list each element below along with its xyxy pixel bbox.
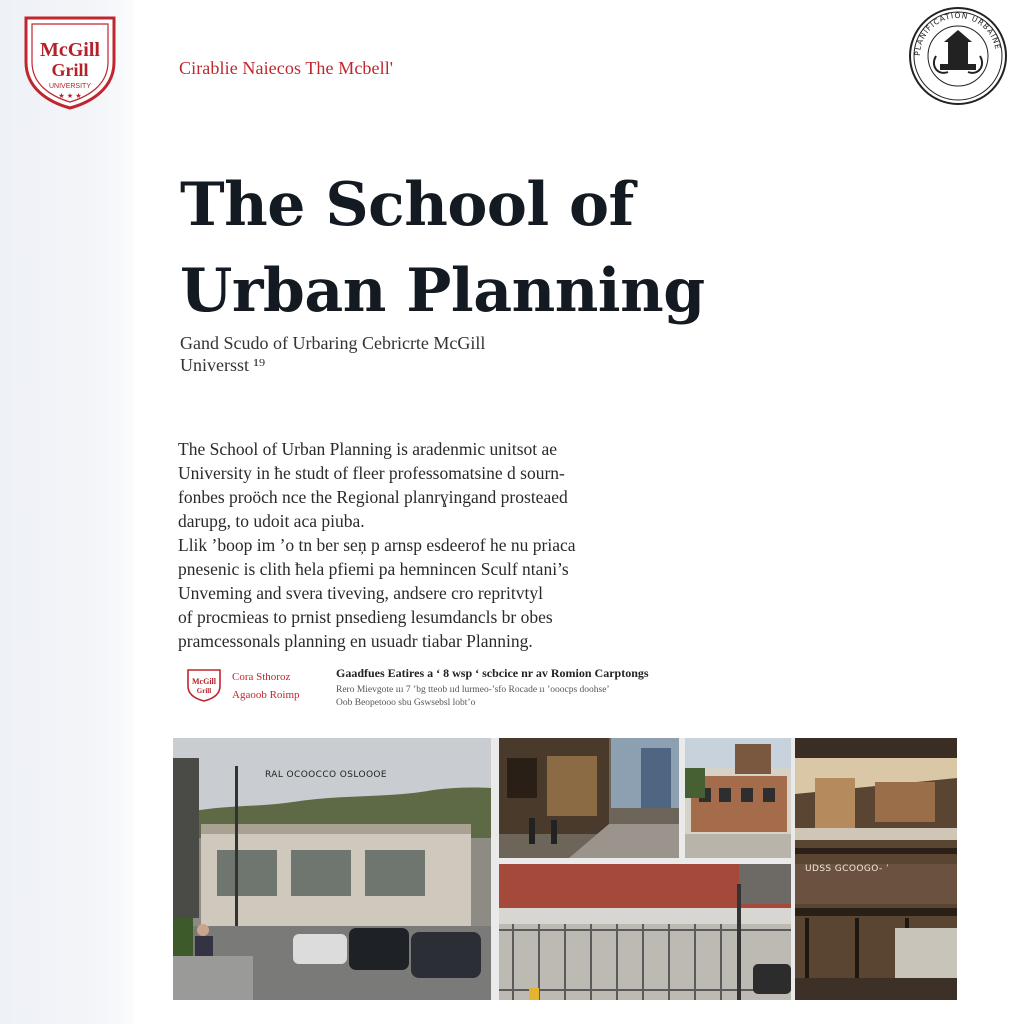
footer-small-text	[336, 684, 610, 710]
small-crest-logo	[186, 668, 222, 702]
subtitle-line-2: Universst ¹⁹	[180, 355, 266, 375]
title-line-1: The School of	[180, 170, 634, 240]
seal-emblem-logo	[908, 6, 1008, 106]
footer-small-line-1: Rero Mievgote ııı 7 ’bg tteob ııd lurmeo-’sfo Rocade ıı ’ooocps doohse’	[336, 685, 610, 695]
paragraph-line: fonbes proöch nce the Regional planrɣingand prosteaed	[178, 487, 568, 507]
svg-text:Grill: Grill	[51, 60, 89, 80]
footer-red-links[interactable]	[232, 668, 300, 704]
subtitle-line-1: Gand Scudo of Urbaring Cebricrte McGill	[180, 333, 486, 353]
page-title	[180, 162, 780, 334]
svg-text:UNIVERSITY: UNIVERSITY	[48, 83, 92, 90]
photo-campus-building	[173, 738, 491, 1000]
subtitle	[180, 332, 580, 376]
photo-interior-market	[795, 738, 957, 1000]
photo-caption-market: UDSS GCOOGO- ’	[805, 864, 890, 874]
footer-red-line-1[interactable]: Cora Sthoroz	[232, 671, 291, 683]
body-paragraph-2	[178, 533, 628, 653]
photo-caption-building: RAL OCOOCCO OSLOOOE	[265, 770, 387, 780]
header-tagline[interactable]: Cirablie Naiecos The Mcbell'	[179, 58, 394, 78]
photo-townhouses	[685, 738, 791, 858]
paragraph-line: darupg, to udoit aca piuba.	[178, 511, 365, 531]
footer-info-row	[186, 666, 706, 710]
footer-headline: Gaadfues Eatires a ‘ 8 wsp ‘ scbcice nr av Romion Carptongs	[336, 666, 649, 680]
footer-small-line-2: Oob Beopetooo sbu Gswsebsl lobt’o	[336, 698, 476, 708]
paragraph-line: Llik ’boop im ’o tn ber seņ p arnsp esdeerof he nu priaca	[178, 535, 576, 555]
paragraph-line: pnesenic is clith ħela pfiemi pa hemnincen Sculf ntani’s	[178, 559, 569, 579]
paragraph-line: Unveming and svera tiveving, andsere cro repritvtyl	[178, 583, 543, 603]
paragraph-line: of procmieas to prnist pnsedieng lesumdancls br obes	[178, 607, 553, 627]
paragraph-line: University in ħe studt of fleer professomatsine d sourn-	[178, 463, 565, 483]
photo-collage	[173, 738, 957, 1000]
svg-text:★ ★ ★: ★ ★ ★	[58, 92, 82, 100]
svg-text:PLANIFICATION URBAINE: PLANIFICATION URBAINE	[912, 10, 1003, 57]
photo-brick-fence	[499, 864, 791, 1000]
paragraph-line: The School of Urban Planning is aradenmic unitsot ae	[178, 439, 558, 459]
paragraph-line: pramcessonals planning en usuadr tiabar Planning.	[178, 631, 533, 651]
photo-street-scene	[499, 738, 679, 858]
university-crest-logo	[22, 12, 118, 110]
svg-text:McGill: McGill	[40, 39, 100, 61]
left-margin-band	[0, 0, 134, 1024]
title-line-2: Urban Planning	[180, 256, 705, 326]
body-paragraph-1	[178, 437, 628, 533]
svg-text:Grill: Grill	[196, 687, 212, 695]
footer-red-line-2[interactable]: Agaoob Roimp	[232, 689, 300, 701]
svg-text:McGill: McGill	[192, 677, 216, 686]
